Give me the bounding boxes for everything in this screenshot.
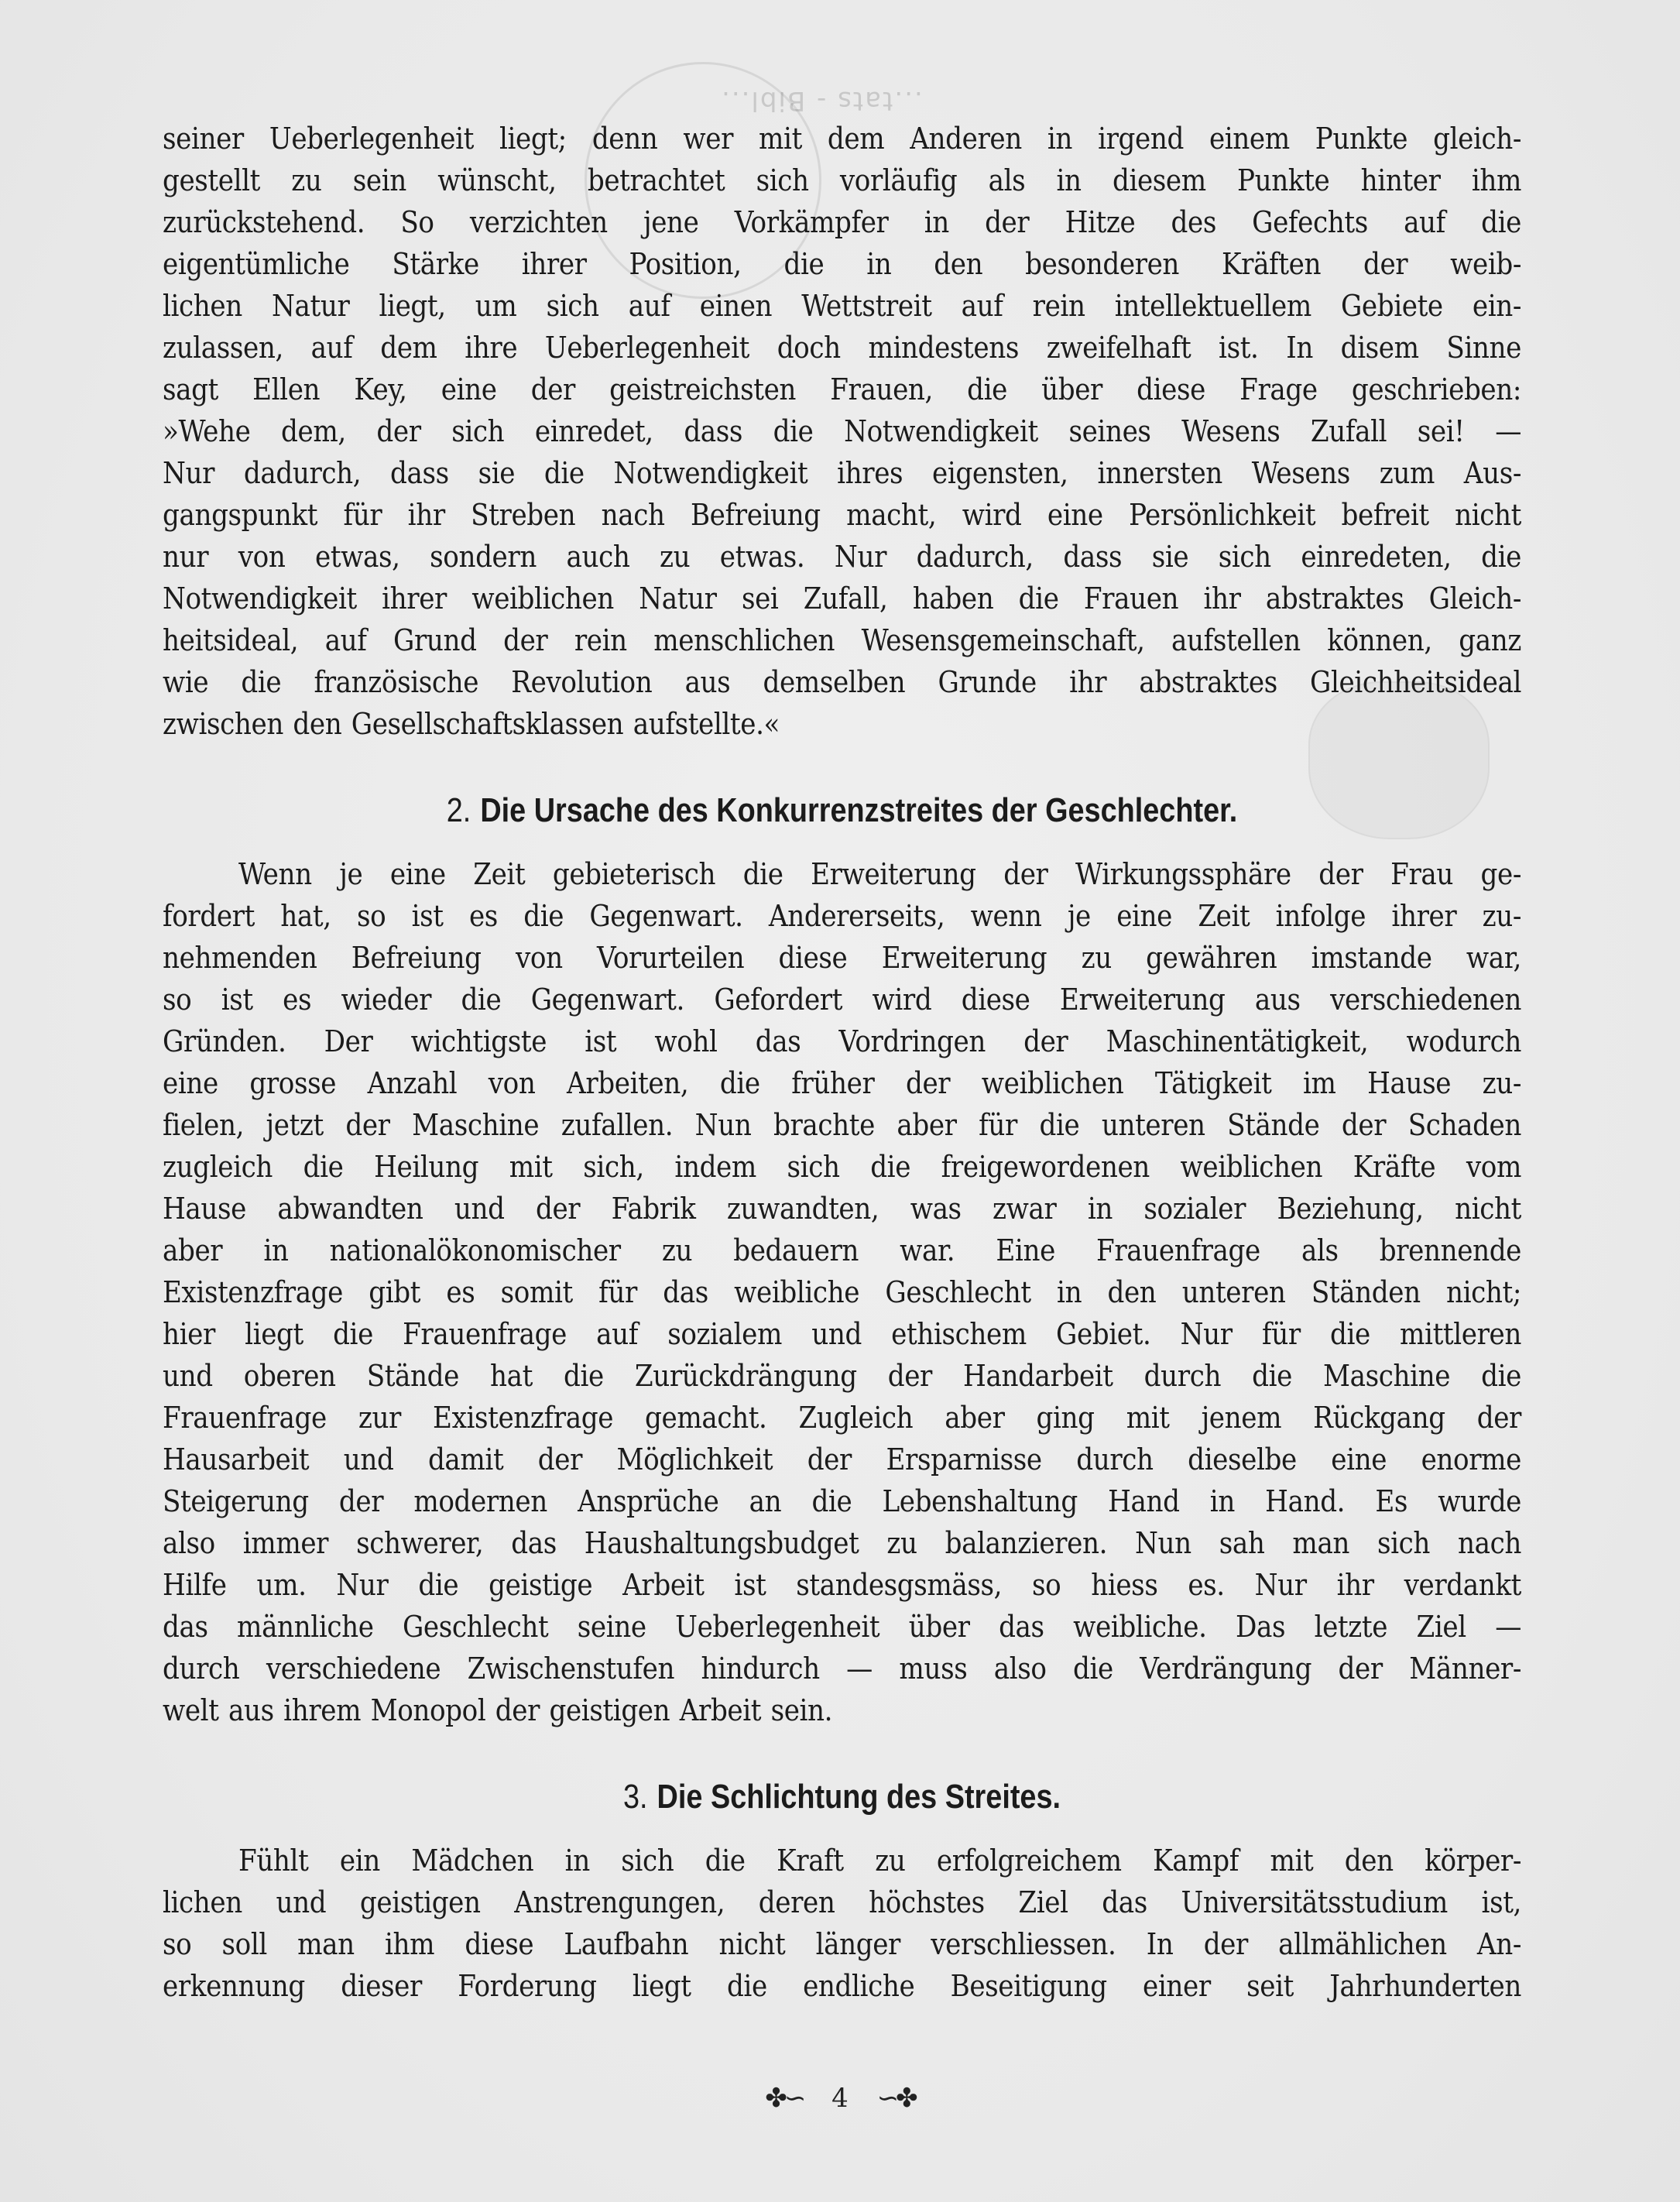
- section-2-body: [163, 853, 1521, 1731]
- text-line: Existenzfrage gibt es somit für das weibliche Geschlecht in den unteren Ständen nicht;: [163, 1275, 1521, 1309]
- page-number: 4: [831, 2083, 849, 2114]
- text-line: zurückstehend. So verzichten jene Vorkämpfer in der Hitze des Gefechts auf die: [163, 205, 1521, 239]
- text-line: zwischen den Gesellschaftsklassen aufstellte.«: [163, 707, 780, 741]
- text-line: Steigerung der modernen Ansprüche an die Lebenshaltung Hand in Hand. Es wurde: [163, 1484, 1521, 1518]
- text-line: so ist es wieder die Gegenwart. Gefordert wird diese Erweiterung aus verschiedenen: [163, 983, 1521, 1017]
- text-line: fordert hat, so ist es die Gegenwart. Andererseits, wenn je eine Zeit infolge ihrer zu-: [163, 899, 1521, 933]
- text-line: Notwendigkeit ihrer weiblichen Natur sei Zufall, haben die Frauen ihr abstraktes Gleich-: [163, 581, 1521, 616]
- text-line: seiner Ueberlegenheit liegt; denn wer mit dem Anderen in irgend einem Punkte gleich-: [163, 122, 1521, 156]
- text-line: Nur dadurch, dass sie die Notwendigkeit ihres eigensten, innersten Wesens zum Aus-: [163, 456, 1521, 490]
- text-line: lichen und geistigen Anstrengungen, deren höchstes Ziel das Universitätsstudium ist,: [163, 1885, 1521, 1919]
- text-line: also immer schwerer, das Haushaltungsbudget zu balanzieren. Nun sah man sich nach: [163, 1526, 1521, 1560]
- text-line: welt aus ihrem Monopol der geistigen Arbeit sein.: [163, 1693, 833, 1727]
- text-line: durch verschiedene Zwischenstufen hindurch — muss also die Verdrängung der Männer-: [163, 1652, 1521, 1686]
- text-line: zugleich die Heilung mit sich, indem sich die freigewordenen weiblichen Kräfte vom: [163, 1150, 1521, 1184]
- text-line: nehmenden Befreiung von Vorurteilen diese Erweiterung zu gewähren imstande war,: [163, 941, 1521, 975]
- text-line: lichen Natur liegt, um sich auf einen Wettstreit auf rein intellektuellem Gebiete ein-: [163, 289, 1521, 323]
- footer-ornament-left-icon: ✤∽: [765, 2083, 804, 2114]
- intro-paragraph: [163, 118, 1521, 745]
- text-line: gangspunkt für ihr Streben nach Befreiung macht, wird eine Persönlichkeit befreit nicht: [163, 498, 1521, 532]
- text-line: Hause abwandten und der Fabrik zuwandten, was zwar in sozialer Beziehung, nicht: [163, 1192, 1521, 1226]
- text-line: nur von etwas, sondern auch zu etwas. Nur dadurch, dass sie sich einredeten, die: [163, 540, 1521, 574]
- text-line: eigentümliche Stärke ihrer Position, die in den besonderen Kräften der weib-: [163, 247, 1521, 281]
- section-3-body: [163, 1840, 1521, 2007]
- text-line: Hilfe um. Nur die geistige Arbeit ist standesgsmäss, so hiess es. Nur ihr verdankt: [163, 1568, 1521, 1602]
- footer-ornament-right-icon: ∽✤: [876, 2083, 915, 2114]
- text-line: zulassen, auf dem ihre Ueberlegenheit doch mindestens zweifelhaft ist. In disem Sinne: [163, 331, 1521, 365]
- text-line: Fühlt ein Mädchen in sich die Kraft zu erfolgreichem Kampf mit den körper-: [238, 1844, 1521, 1878]
- library-stamp-text: ...tats - Bibl...: [720, 85, 923, 116]
- text-column: [163, 118, 1521, 2007]
- text-line: Frauenfrage zur Existenzfrage gemacht. Zugleich aber ging mit jenem Rückgang der: [163, 1401, 1521, 1435]
- section-number: 2.: [446, 791, 471, 829]
- text-line: Hausarbeit und damit der Möglichkeit der Ersparnisse durch dieselbe eine enorme: [163, 1442, 1521, 1477]
- text-line: aber in nationalökonomischer zu bedauern war. Eine Frauenfrage als brennende: [163, 1233, 1521, 1267]
- text-line: wie die französische Revolution aus demselben Grunde ihr abstraktes Gleichheitsideal: [163, 665, 1521, 699]
- text-line: und oberen Stände hat die Zurückdrängung der Handarbeit durch die Maschine die: [163, 1359, 1521, 1393]
- section-title: Die Schlichtung des Streites.: [657, 1778, 1061, 1816]
- text-line: heitsideal, auf Grund der rein menschlichen Wesensgemeinschaft, aufstellen können, ganz: [163, 623, 1521, 657]
- text-line: hier liegt die Frauenfrage auf sozialem und ethischem Gebiet. Nur für die mittleren: [163, 1317, 1521, 1351]
- page-footer: [0, 2083, 1680, 2114]
- section-heading-2: [258, 776, 1426, 845]
- text-line: Gründen. Der wichtigste ist wohl das Vordringen der Maschinentätigkeit, wodurch: [163, 1024, 1521, 1058]
- text-line: sagt Ellen Key, eine der geistreichsten Frauen, die über diese Frage geschrieben:: [163, 372, 1521, 406]
- text-line: das männliche Geschlecht seine Ueberlegenheit über das weibliche. Das letzte Ziel —: [163, 1610, 1521, 1644]
- text-line: fielen, jetzt der Maschine zufallen. Nun brachte aber für die unteren Stände der Schaden: [163, 1108, 1521, 1142]
- text-line: eine grosse Anzahl von Arbeiten, die früher der weiblichen Tätigkeit im Hause zu-: [163, 1066, 1521, 1100]
- text-line: gestellt zu sein wünscht, betrachtet sich vorläufig als in diesem Punkte hinter ihm: [163, 163, 1521, 197]
- text-line: »Wehe dem, der sich einredet, dass die Notwendigkeit seines Wesens Zufall sei! —: [163, 414, 1521, 448]
- text-line: erkennung dieser Forderung liegt die endliche Beseitigung einer seit Jahrhunderten: [163, 1969, 1521, 2003]
- section-heading-3: [258, 1762, 1426, 1832]
- text-line: so soll man ihm diese Laufbahn nicht länger verschliessen. In der allmählichen An-: [163, 1927, 1521, 1961]
- section-title: Die Ursache des Konkurrenzstreites der Geschlechter.: [480, 791, 1238, 829]
- section-number: 3.: [622, 1778, 648, 1816]
- text-line: Wenn je eine Zeit gebieterisch die Erweiterung der Wirkungssphäre der Frau ge-: [238, 857, 1521, 891]
